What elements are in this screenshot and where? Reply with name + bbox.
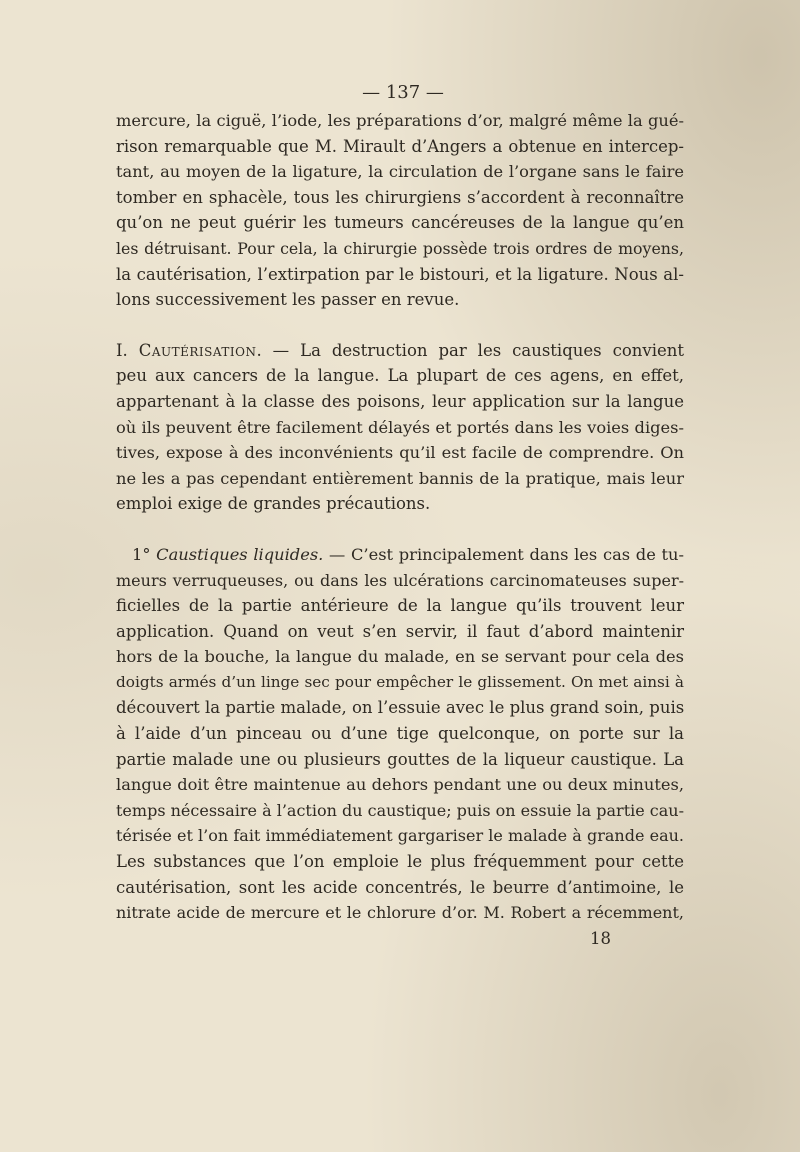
subsection-caustiques-liquides xyxy=(116,542,684,926)
section-number: I. xyxy=(116,340,128,360)
text-line: partie malade une ou plusieurs gouttes de la liqueur caustique. La xyxy=(116,749,684,769)
section-first-line-text: . — La destruction par les caustiques convient xyxy=(256,340,684,360)
subsection-first-line xyxy=(116,542,684,568)
text-line: ne les a pas cependant entièrement bannis de la pratique, mais leur xyxy=(116,468,684,488)
page-text xyxy=(116,78,684,926)
text-line: tant, au moyen de la ligature, la circulation de l’organe sans le faire xyxy=(116,162,684,182)
subsection-first-line-text: — C’est principalement dans les cas de tu- xyxy=(323,544,684,564)
subsection-number: 1° xyxy=(132,544,151,564)
text-line: tomber en sphacèle, tous les chirurgiens s’accordent à reconnaître xyxy=(116,187,684,207)
text-line: la cautérisation, l’extirpation par le bistouri, et la ligature. Nous al- xyxy=(116,264,684,284)
text-line: les détruisant. Pour cela, la chirurgie possède trois ordres de moyens, xyxy=(116,238,684,258)
text-line: ficielles de la partie antérieure de la langue qu’ils trouvent leur xyxy=(116,596,684,616)
text-line: peu aux cancers de la langue. La plupart de ces agens, en effet, xyxy=(116,366,684,386)
text-line: mercure, la ciguë, l’iode, les préparations d’or, malgré même la gué- xyxy=(116,111,684,130)
text-line: rison remarquable que M. Mirault d’Angers a obtenue en intercep- xyxy=(116,136,684,156)
text-line: découvert la partie malade, on l’essuie avec le plus grand soin, puis xyxy=(116,698,685,718)
text-line: à l’aide d’un pinceau ou d’une tige quelconque, on porte sur la xyxy=(116,724,684,744)
section-heading: Cautérisation xyxy=(138,340,257,360)
text-line: emploi exige de grandes précautions. xyxy=(116,494,431,514)
text-line: nitrate acide de mercure et le chlorure d’or. M. Robert a récemment, xyxy=(116,903,684,923)
text-line: térisée et l’on fait immédiatement gargariser le malade à grande eau. xyxy=(116,826,684,846)
text-line: lons successivement les passer en revue. xyxy=(116,290,460,310)
text-line: hors de la bouche, la langue du malade, en se servant pour cela des xyxy=(116,647,684,667)
text-line: qu’on ne peut guérir les tumeurs cancéreuses de la langue qu’en xyxy=(116,213,684,233)
text-line: doigts armés d’un linge sec pour empêcher le glissement. On met ainsi à xyxy=(116,672,684,691)
paragraph-gap xyxy=(116,517,684,542)
text-line: appartenant à la classe des poisons, leur application sur la langue xyxy=(116,391,684,411)
text-line: Les substances que l’on emploie le plus fréquemment pour cette xyxy=(116,852,684,872)
paragraph-gap xyxy=(116,313,684,338)
text-line: langue doit être maintenue au dehors pendant une ou deux minutes, xyxy=(116,775,684,795)
text-line: temps nécessaire à l’action du caustique; puis on essuie la partie cau- xyxy=(116,800,685,820)
text-line: cautérisation, sont les acide concentrés, le beurre d’antimoine, le xyxy=(116,877,684,897)
text-line: où ils peuvent être facilement délayés et portés dans les voies diges- xyxy=(116,417,684,437)
section-first-line xyxy=(116,338,684,364)
text-line: meurs verruqueuses, ou dans les ulcérations carcinomateuses super- xyxy=(116,570,684,590)
text-line: application. Quand on veut s’en servir, il faut d’abord maintenir xyxy=(116,621,684,641)
page-number: — 137 — xyxy=(362,82,444,103)
paragraph-intro xyxy=(116,108,684,313)
subsection-heading: Caustiques liquides. xyxy=(156,544,324,564)
text-line: tives, expose à des inconvénients qu’il est facile de comprendre. On xyxy=(116,443,684,463)
section-cauterisation xyxy=(116,338,684,517)
signature-mark: 18 xyxy=(590,929,611,948)
